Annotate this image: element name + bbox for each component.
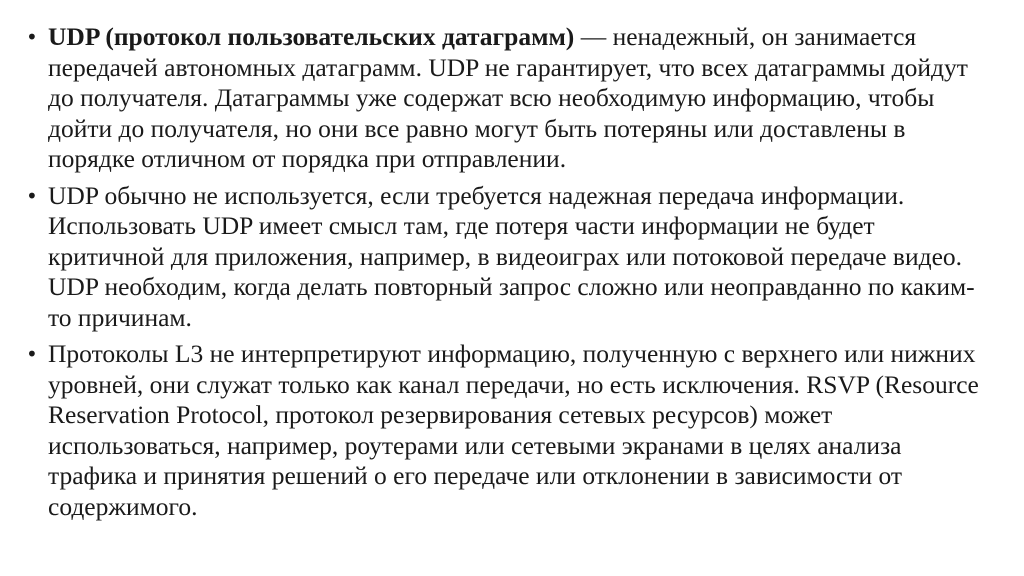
- bullet-item-l3-protocols: [26, 339, 994, 522]
- bullet-text: — ненадежный, он занимается передачей автономных датаграмм. UDP не гарантирует, что всех датаграммы дойдут до получателя. Датаграммы уже содержат всю необходимую информацию, чтобы дойти до получателя, но они все равно могут быть потеряны или доставлены в порядке отличном от порядка при отправлении.: [48, 22, 968, 173]
- bullet-marker: •: [26, 342, 38, 366]
- bullet-item-udp-usage: [26, 181, 994, 334]
- bullet-text: Протоколы L3 не интерпретируют информацию, полученную с верхнего или нижних уровней, они служат только как канал передачи, но есть исключения. RSVP (Resource Reservation Protocol, протокол резервирования сетевых ресурсов) может использоваться, например, роутерами или сетевыми экранами в целях анализа трафика и принятия решений о его передаче или отклонении в зависимости от содержимого.: [48, 339, 979, 521]
- bullet-marker: •: [26, 183, 38, 208]
- bullet-item-udp-definition: [26, 22, 994, 175]
- bullet-text: UDP обычно не используется, если требуется надежная передача информации. Использовать UDP имеет смысл там, где потеря части информации не будет критичной для приложения, например, в видеоиграх или потоковой передаче видео. UDP необходим, когда делать повторный запрос сложно или неоправданно по каким-то причинам.: [48, 180, 975, 332]
- bullet-list: [26, 22, 994, 522]
- bullet-lead-term: UDP (протокол пользовательских датаграмм): [48, 22, 575, 51]
- bullet-marker: •: [26, 25, 38, 49]
